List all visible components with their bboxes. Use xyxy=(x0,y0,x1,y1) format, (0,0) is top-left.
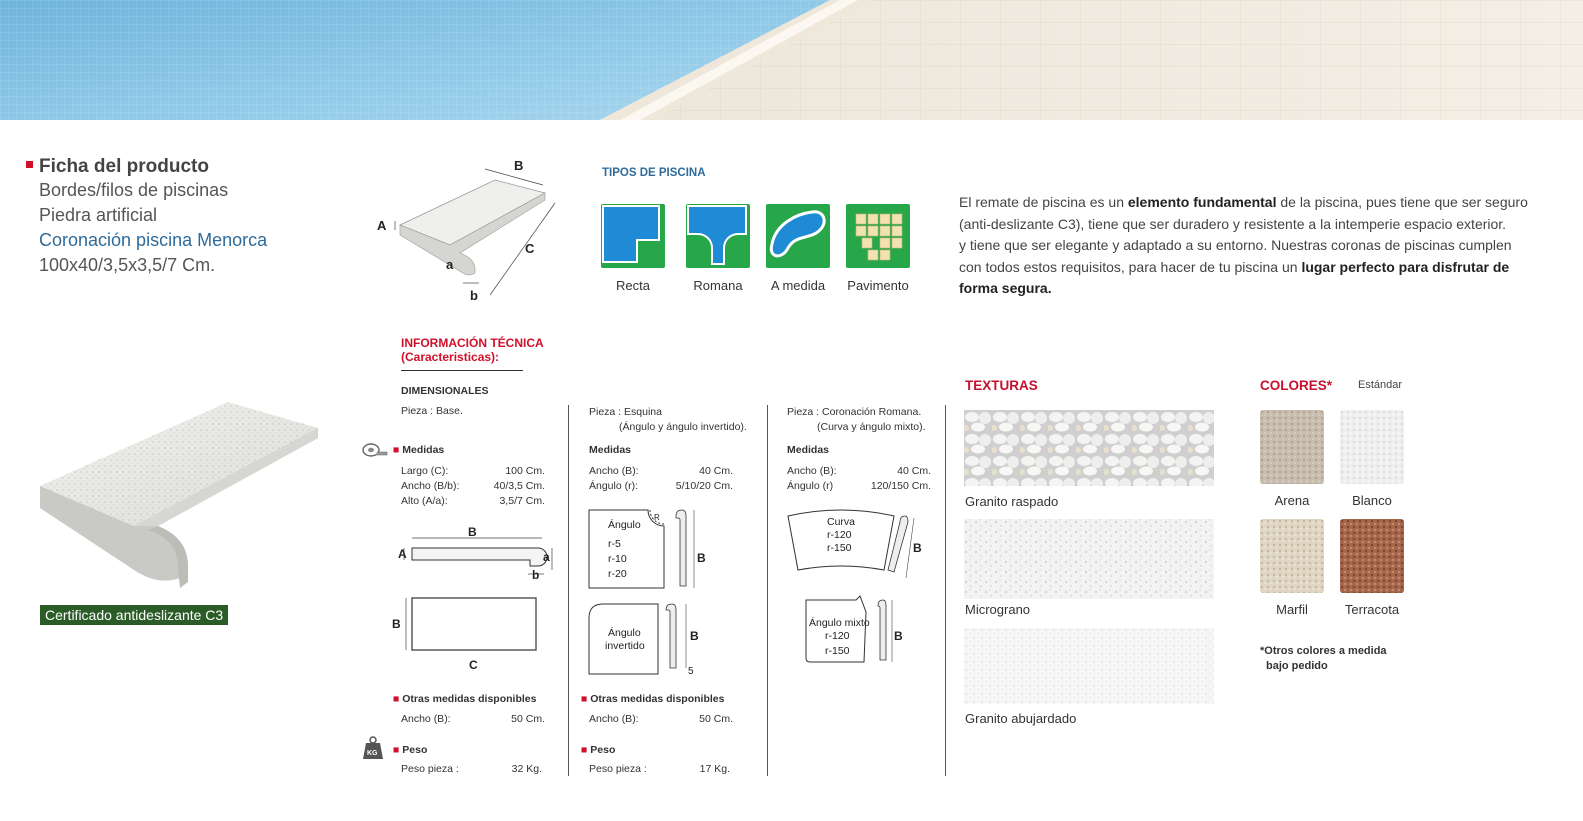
inv-angle-line: Ángulo xyxy=(608,627,641,639)
pool-type-recta xyxy=(588,204,678,293)
pieza-line: Pieza : Coronación Romana. xyxy=(787,406,922,418)
pool-types-list xyxy=(588,204,918,293)
colors-note xyxy=(1260,644,1387,674)
mixto-line: r-120 xyxy=(825,630,850,642)
measure-key: Ángulo (r) xyxy=(787,480,834,492)
colors-title: COLORES* xyxy=(1260,378,1333,393)
measure-key: Alto (A/a): xyxy=(401,495,448,507)
angle-title: Ángulo xyxy=(608,519,641,531)
pieza-line: Pieza : Esquina xyxy=(589,406,662,418)
swatch-arena-image xyxy=(1260,410,1324,484)
measure-row xyxy=(589,464,733,479)
col1-medidas: ■ Medidas xyxy=(393,444,445,456)
pool-recta-icon xyxy=(601,204,665,268)
measure-value: 40 Cm. xyxy=(699,465,733,477)
inv-angle-line: invertido xyxy=(605,640,645,652)
measure-key: Largo (C): xyxy=(401,465,449,477)
desc-highlight: lugar perfecto para disfrutar de xyxy=(1301,258,1510,275)
col1-peso: ■ Peso xyxy=(393,744,428,756)
profile-label-A: A xyxy=(398,547,407,561)
measure-row xyxy=(401,479,545,494)
measure-row xyxy=(589,479,733,494)
pool-romana-icon xyxy=(686,204,750,268)
column-separator xyxy=(767,405,768,776)
plan-label-C: C xyxy=(469,658,478,672)
color-label: Terracota xyxy=(1344,602,1400,617)
hero-banner xyxy=(0,0,1583,120)
measure-value: 40/3,5 Cm. xyxy=(493,480,545,492)
angle-value: r-10 xyxy=(608,553,627,565)
measure-key: Peso pieza : xyxy=(401,763,459,775)
color-label: Arena xyxy=(1274,493,1310,508)
pool-type-romana xyxy=(678,204,758,293)
measure-value: 5/10/20 Cm. xyxy=(675,480,733,492)
base-profile-diagram xyxy=(392,522,562,674)
dimensionales-label: DIMENSIONALES xyxy=(401,385,489,397)
angle-value: r-5 xyxy=(608,538,621,550)
measure-value: 120/150 Cm. xyxy=(870,480,931,492)
product-description xyxy=(959,192,1559,300)
col1-peso-row xyxy=(401,763,542,775)
product-info xyxy=(26,156,267,278)
product-slab-photo xyxy=(38,398,320,590)
pool-type-label: A medida xyxy=(770,278,826,293)
pieza-line: (Curva y ángulo mixto). xyxy=(817,421,926,433)
pool-type-label: Romana xyxy=(693,278,743,293)
tech-info-subtitle: (Caracteristicas): xyxy=(401,350,500,364)
texture-label: Granito abujardado xyxy=(965,711,1077,726)
measure-value: 17 Kg. xyxy=(699,763,730,775)
medidas-label: Medidas xyxy=(402,444,445,456)
angle-value: r-20 xyxy=(608,568,627,580)
measure-key: Peso pieza : xyxy=(589,763,647,775)
profile-label-b: b xyxy=(532,568,540,582)
red-bullet-icon xyxy=(26,161,33,168)
measure-key: Ancho (B): xyxy=(787,465,837,477)
column-separator xyxy=(945,405,946,776)
color-swatch-blanco xyxy=(1340,410,1404,484)
measure-row xyxy=(787,464,931,479)
color-swatch-marfil xyxy=(1260,519,1324,593)
product-title-row xyxy=(26,156,267,178)
texture-label: Granito raspado xyxy=(965,494,1059,509)
certificate-badge: Certificado antideslizante C3 xyxy=(40,605,228,625)
pool-a-medida-icon xyxy=(766,204,830,268)
inv-label-5: 5 xyxy=(688,666,694,677)
texture-granito-abujardado xyxy=(964,628,1214,704)
curva-line: r-150 xyxy=(827,542,852,554)
mixto-line: Ángulo mixto xyxy=(809,617,870,629)
measure-key: Ancho (B): xyxy=(589,713,639,725)
col2-otras-row xyxy=(589,713,733,725)
colors-note-line: *Otros colores a medida xyxy=(1260,645,1387,657)
product-dimensions: 100x40/3,5x3,5/7 Cm. xyxy=(39,255,216,275)
colors-note-line: bajo pedido xyxy=(1266,660,1328,672)
profile-label-B: B xyxy=(468,525,477,539)
col1-measures xyxy=(401,464,545,509)
otras-label: Otras medidas disponibles xyxy=(402,693,537,705)
texture-granito-raspado xyxy=(964,410,1214,486)
measure-row xyxy=(787,479,931,494)
desc-text: de la piscina, pues tiene que ser seguro xyxy=(1276,194,1528,210)
angle-R: R xyxy=(654,513,660,522)
desc-highlight: forma segura. xyxy=(959,280,1052,296)
col1-otras-row xyxy=(401,713,545,725)
pool-type-label: Recta xyxy=(616,278,650,293)
col3-pieza xyxy=(787,405,926,435)
color-swatch-terracota xyxy=(1340,519,1404,593)
col2-peso: ■ Peso xyxy=(581,744,616,756)
col2-otras-medidas: ■ Otras medidas disponibles xyxy=(581,693,725,705)
curva-line: r-120 xyxy=(827,529,852,541)
measure-value: 40 Cm. xyxy=(897,465,931,477)
curva-label-B: B xyxy=(913,541,922,555)
tech-info-header xyxy=(401,336,544,371)
product-title: Ficha del producto xyxy=(39,156,209,177)
dim-label-B: B xyxy=(514,158,524,173)
dim-label-a: a xyxy=(446,257,454,272)
measure-value: 3,5/7 Cm. xyxy=(499,495,545,507)
texture-label: Micrograno xyxy=(965,602,1031,617)
desc-text: con todos estos requisitos, para hacer de tu piscina un xyxy=(959,258,1302,275)
roman-pieces-diagram xyxy=(784,508,934,668)
col2-pieza xyxy=(589,405,747,435)
col1-pieza: Pieza : Base. xyxy=(401,405,463,417)
divider xyxy=(401,370,523,371)
color-swatch-arena xyxy=(1260,410,1324,484)
color-label: Marfil xyxy=(1276,602,1308,617)
measure-key: Ancho (B/b): xyxy=(401,480,460,492)
profile-label-a: a xyxy=(543,550,550,564)
mixto-label-B: B xyxy=(894,629,903,643)
peso-label: Peso xyxy=(402,744,428,756)
measure-value: 50 Cm. xyxy=(699,713,733,725)
column-separator xyxy=(568,405,569,776)
desc-text: (anti-deslizante C3), tiene que ser duradero y resistente a la intemperie espacio exterior. xyxy=(959,215,1507,232)
col2-peso-row xyxy=(589,763,730,775)
texture-micrograno xyxy=(964,519,1214,599)
peso-label: Peso xyxy=(590,744,616,756)
pool-type-label: Pavimento xyxy=(847,278,909,293)
measure-value: 50 Cm. xyxy=(511,713,545,725)
measure-key: Ancho (B): xyxy=(401,713,451,725)
dim-label-A: A xyxy=(377,218,387,233)
col2-measures xyxy=(589,464,733,494)
measure-key: Ángulo (r): xyxy=(589,480,639,492)
measure-row xyxy=(401,494,545,509)
weight-icon xyxy=(362,736,384,760)
desc-text: El remate de piscina es un xyxy=(959,194,1128,210)
desc-text: y tiene que ser elegante y adaptado a su entorno. Nuestras coronas de piscinas cumplen xyxy=(959,237,1512,253)
pool-pavimento-icon xyxy=(846,204,910,268)
swatch-blanco-image xyxy=(1340,410,1404,484)
product-material: Piedra artificial xyxy=(39,205,158,225)
product-category: Bordes/filos de piscinas xyxy=(39,180,229,200)
swatch-marfil-image xyxy=(1260,519,1324,593)
measure-value: 100 Cm. xyxy=(505,465,545,477)
pool-types-title: TIPOS DE PISCINA xyxy=(602,167,706,179)
colors-standard-label: Estándar xyxy=(1358,379,1403,391)
textures-title: TEXTURAS xyxy=(965,378,1038,393)
otras-label: Otras medidas disponibles xyxy=(590,693,725,705)
measuring-tape-icon xyxy=(362,442,388,458)
pieza-line: (Ángulo y ángulo invertido). xyxy=(619,421,747,433)
curva-line: Curva xyxy=(827,516,856,528)
pool-type-pavimento xyxy=(838,204,918,293)
measure-value: 32 Kg. xyxy=(511,763,542,775)
desc-highlight: elemento fundamental xyxy=(1127,194,1277,210)
inv-label-B: B xyxy=(690,629,699,643)
color-label: Blanco xyxy=(1352,493,1392,508)
measure-row xyxy=(401,464,545,479)
measure-key: Ancho (B): xyxy=(589,465,639,477)
weight-icon-label: KG xyxy=(367,750,378,757)
col2-medidas: Medidas xyxy=(589,444,632,456)
corner-pieces-diagram xyxy=(586,506,716,678)
corner-label-B: B xyxy=(697,551,706,565)
mixto-line: r-150 xyxy=(825,645,850,657)
product-name: Coronación piscina Menorca xyxy=(39,230,268,250)
dim-label-b: b xyxy=(470,288,478,303)
col3-measures xyxy=(787,464,931,494)
plan-label-B: B xyxy=(392,617,401,631)
pool-photo xyxy=(0,0,1583,120)
col1-otras-medidas: ■ Otras medidas disponibles xyxy=(393,693,537,705)
pool-type-a-medida xyxy=(758,204,838,293)
tech-info-title: INFORMACIÓN TÉCNICA xyxy=(401,336,544,350)
dim-label-C: C xyxy=(525,241,535,256)
col3-medidas: Medidas xyxy=(787,444,830,456)
slab-dimension-diagram xyxy=(375,155,560,305)
swatch-terracota-image xyxy=(1340,519,1404,593)
